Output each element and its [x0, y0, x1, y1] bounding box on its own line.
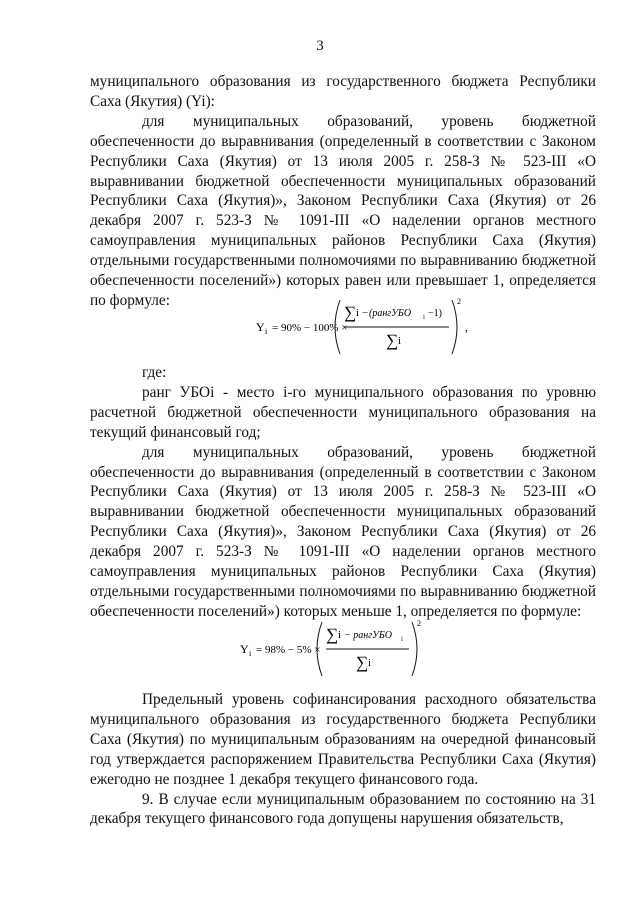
formula-1-rhs: = 90% − 100% × — [272, 322, 348, 334]
formula-2-lhs: Y — [240, 642, 249, 656]
formula-1-num-rank: (рангУБО — [369, 308, 412, 319]
formula-2-lhs-sub: i — [249, 649, 252, 658]
formula-1-power: 2 — [457, 297, 461, 306]
text-block-top — [90, 72, 596, 311]
formula-1-lhs-sub: i — [265, 327, 268, 336]
paragraph-item-9: 9. В случае если муниципальным образованием по состоянию на 31 декабря текущего финансового года допущены нарушения обязательств, — [90, 790, 596, 828]
formula-2-num-sum: ∑ — [326, 625, 339, 644]
formula-1-num-rank-sub: i — [423, 313, 425, 321]
paragraph-condition-ge-1: для муниципальных образований, уровень бюджетной обеспеченности до выравнивания (определенный в соответствии с Законом Республики Саха (Якутия) от 13 июля 2005 г. 258-З № 523-III «О выравнивании бюджетной обеспеченности муниципальных образований Республики Саха (Якутия)», Законом Республики Саха (Якутия) от 26 декабря 2007 г. 523-З № 1091-III «О наделении органов местного самоуправления муниципальных районов Республики Саха (Якутия) отдельными государственными полномочиями по выравниванию бюджетной обеспеченности поселений») которых равен или превышает 1, определяется по формуле: — [90, 112, 596, 309]
formula-1 — [256, 296, 476, 358]
formula-2-num-rest: − рангУБО — [344, 630, 392, 641]
formula-2-den-sum: ∑ — [356, 653, 369, 672]
formula-1-num-rest: −1) — [428, 308, 442, 319]
formula-2-power: 2 — [417, 619, 421, 628]
formula-1-num-sum: ∑ — [344, 303, 357, 322]
formula-2-den-i: i — [368, 657, 372, 669]
paragraph-where: где: — [142, 364, 167, 381]
formula-2-num-rank-sub: i — [401, 635, 403, 643]
paragraph-rank-definition: ранг УБОi - место i-го муниципального образования по уровню расчетной бюджетной обеспеченности муниципального образования на текущий финансовый год; — [90, 383, 596, 441]
formula-2-rhs: = 98% − 5% × — [256, 644, 321, 656]
formula-1-num-i: i — [356, 307, 360, 319]
text-block-mid — [90, 363, 596, 622]
paragraph-condition-lt-1: для муниципальных образований, уровень бюджетной обеспеченности до выравнивания (определенный в соответствии с Законом Республики Саха (Якутия) от 13 июля 2005 г. 258-З № 523-III «О выравнивании бюджетной обеспеченности муниципальных образований Республики Саха (Якутия)», Законом Республики Саха (Якутия) от 26 декабря 2007 г. 523-З № 1091-III «О наделении органов местного самоуправления муниципальных районов Республики Саха (Якутия) отдельными государственными полномочиями по выравниванию бюджетной обеспеченности поселений») которых меньше 1, определяется по формуле: — [90, 443, 596, 620]
formula-1-den-i: i — [398, 335, 402, 347]
formula-1-lhs: Y — [256, 320, 265, 334]
paragraph-cofinancing-limit: Предельный уровень софинансирования расходного обязательства муниципального образования из государственного бюджета Республики Саха (Якутия) по муниципальным образованиям на очередной финансовый год утверждается распоряжением Правительства Республики Саха (Якутия) ежегодно не позднее 1 декабря текущего финансового года. — [90, 691, 596, 788]
formula-1-comma: , — [465, 320, 468, 334]
formula-1-num-minus: − — [362, 307, 369, 319]
formula-2-num-i: i — [338, 629, 342, 641]
formula-1-den-sum: ∑ — [386, 331, 399, 350]
formula-2 — [240, 618, 440, 680]
paragraph-continuation: муниципального образования из государственного бюджета Республики Саха (Якутия) (Yi): — [90, 73, 596, 110]
text-block-bottom — [90, 690, 596, 829]
page-number: 3 — [316, 38, 324, 54]
